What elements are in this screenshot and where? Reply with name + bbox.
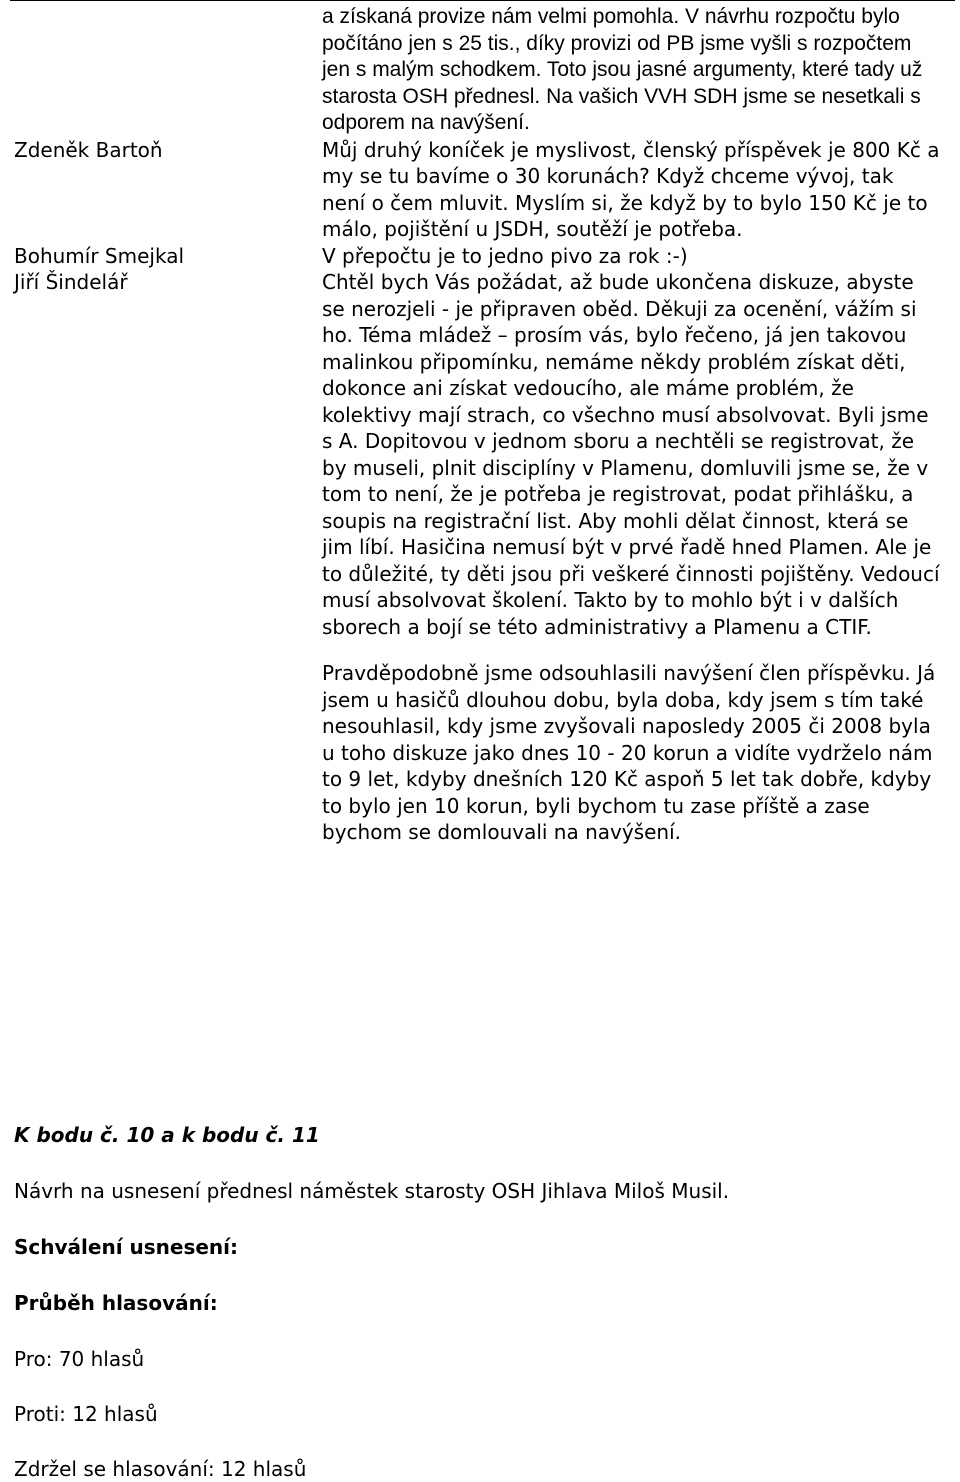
section-heading: K bodu č. 10 a k bodu č. 11 xyxy=(14,1123,320,1147)
speech-block xyxy=(322,269,942,846)
votes-for: Pro: 70 hlasů xyxy=(14,1347,145,1371)
speaker-name: Jiří Šindelář xyxy=(14,270,128,294)
voting-label: Průběh hlasování: xyxy=(14,1291,218,1315)
speech-text: V přepočtu je to jedno pivo za rok :-) xyxy=(322,243,688,268)
speech-text: Chtěl bych Vás požádat, až bude ukončena diskuze, abyste se nerozjeli - je připraven oběd. Děkuji za ocenění, vážím si ho. Téma mládež – prosím vás, bylo řečeno, já jen takovou malinkou připomínku, nemáme někdy problém získat děti, dokonce ani získat vedoucího, ale máme problém, že kolektivy mají strach, co všechno musí absolvovat. Byli jsme s A. Dopitovou v jednom sboru a nechtěli se registrovat, že by museli, plnit disciplíny v Plamenu, domluvili jsme se, že v tom to není, že je potřeba je registrovat, podat přihlášku, a soupis na registrační list. Aby mohli dělat činnost, která se jim líbí. Hasičina nemusí být v prvé řadě hned Plamen. Ale je to důležité, ty děti jsou při veškeré činnosti pojištěny. Vedoucí musí absolvovat školení. Takto by to mohlo být i v dalších sborech a bojí se této administrativy a Plamenu a CTIF. xyxy=(322,270,940,639)
approval-label: Schválení usnesení: xyxy=(14,1235,239,1259)
table-row xyxy=(10,243,955,270)
votes-against: Proti: 12 hlasů xyxy=(14,1402,158,1426)
table-top-border xyxy=(10,0,955,1)
table-row xyxy=(10,4,955,137)
table-row xyxy=(10,269,955,846)
speaker-name xyxy=(10,4,322,137)
speech-text: Pravděpodobně jsme odsouhlasili navýšení člen příspěvku. Já jsem u hasičů dlouhou dobu, byla doba, kdy jsem s tím také nesouhlasil, kdy jsme zvyšovali naposledy 2005 či 2008 byla u toho diskuze jako dnes 10 - 20 korun a vidíte vydrželo nám to 9 let, kdyby dnešních 120 Kč aspoň 5 let tak dobře, kdyby to bylo jen 10 korun, byli bychom tu zase příště a zase bychom se domlouvali na navýšení. xyxy=(322,661,936,844)
speaker-name: Zdeněk Bartoň xyxy=(14,137,163,162)
discussion-table xyxy=(10,0,955,846)
speaker-name: Bohumír Smejkal xyxy=(14,243,185,268)
speech-text: Můj druhý koníček je myslivost, členský příspěvek je 800 Kč a my se tu bavíme o 30 korunách? Když chceme vývoj, tak není o čem mluvit. Myslím si, že když by to bylo 150 Kč je to málo, pojištění u JSDH, soutěží je potřeba. xyxy=(322,137,940,241)
table-row xyxy=(10,137,955,243)
speech-text: a získaná provize nám velmi pomohla. V návrhu rozpočtu bylo počítáno jen s 25 tis., díky provizi od PB jsme vyšli s rozpočtem jen s malým schodkem. Toto jsou jasné argumenty, které tady už starosta OSH přednesl. Na vašich VVH SDH jsme se nesetkali s odporem na navýšení. xyxy=(322,5,923,134)
proposal-text: Návrh na usnesení přednesl náměstek starosty OSH Jihlava Miloš Musil. xyxy=(14,1179,730,1203)
votes-abstained: Zdržel se hlasování: 12 hlasů xyxy=(14,1457,307,1481)
